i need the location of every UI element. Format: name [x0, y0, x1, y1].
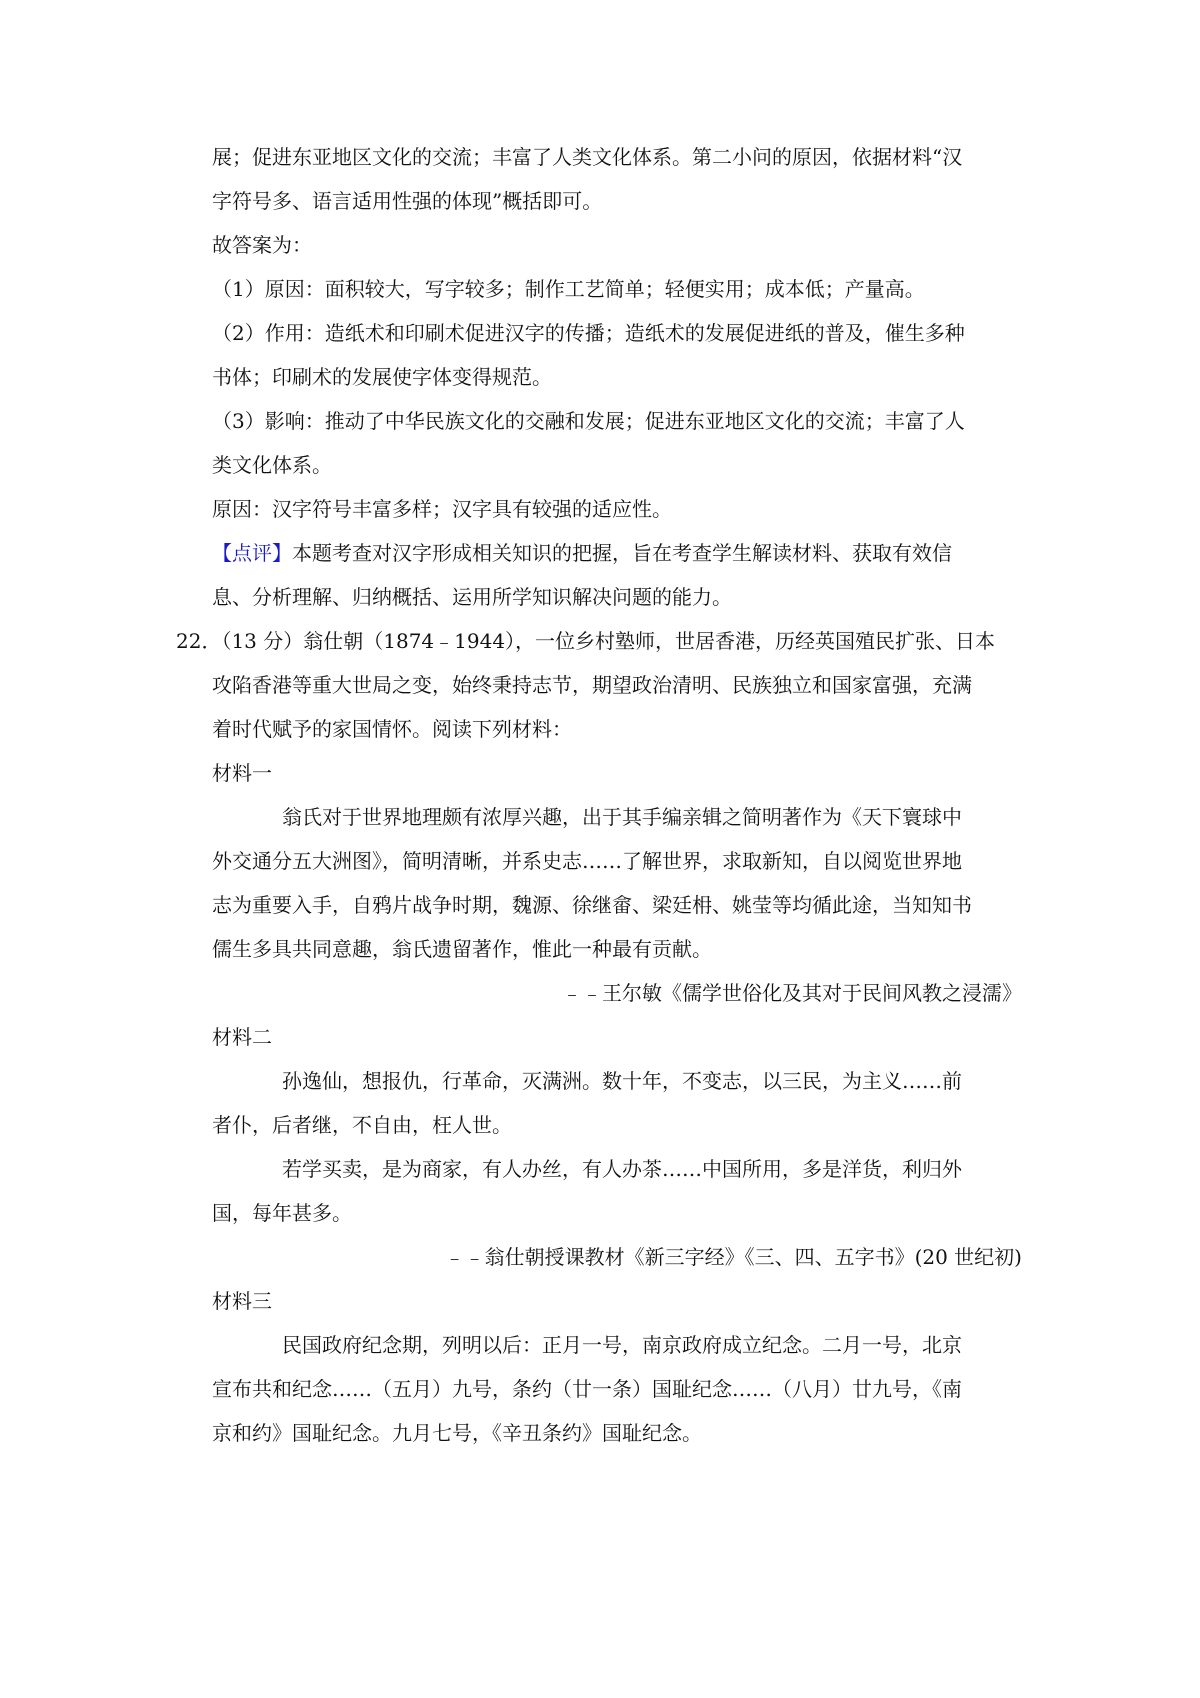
analysis-line-2: 字符号多、语言适用性强的体现”概括即可。	[212, 189, 603, 213]
material-2-p1-line-2: 者仆，后者继，不自由，枉人世。	[212, 1113, 512, 1137]
material-3-label: 材料三	[212, 1289, 272, 1313]
question-text: （13 分）翁仕朝（1874﹣1944），一位乡村塾师，世居香港，历经英国殖民扩张、日本	[221, 629, 996, 653]
comment-text: 本题考查对汉字形成相关知识的把握，旨在考查学生解读材料、获取有效信	[292, 541, 952, 565]
answer-2-line-2: 书体；印刷术的发展使字体变得规范。	[212, 365, 552, 389]
question-line-1	[176, 626, 995, 656]
material-1-line-1: 翁氏对于世界地理颇有浓厚兴趣，出于其手编亲辑之简明著作为《天下寰球中	[282, 805, 962, 829]
material-1-line-2: 外交通分五大洲图》，简明清晰，并系史志……了解世界，求取新知，自以阅览世界地	[212, 849, 962, 873]
material-1-source: ﹣﹣王尔敏《儒学世俗化及其对于民间风教之浸濡》	[562, 981, 1022, 1005]
analysis-line-1: 展；促进东亚地区文化的交流；丰富了人类文化体系。第二小问的原因，依据材料“汉	[212, 145, 963, 169]
material-2-label: 材料二	[212, 1025, 272, 1049]
answer-3-line-2: 类文化体系。	[212, 453, 332, 477]
material-3-line-3: 京和约》国耻纪念。九月七号，《辛丑条约》国耻纪念。	[212, 1421, 702, 1445]
answer-heading: 故答案为：	[212, 233, 312, 257]
material-2-source: ﹣﹣翁仕朝授课教材《新三字经》《三、四、五字书》(20 世纪初)	[444, 1245, 1022, 1269]
question-number: 22．	[176, 629, 222, 653]
material-1-line-4: 儒生多具共同意趣，翁氏遗留著作，惟此一种最有贡献。	[212, 937, 712, 961]
answer-3-line-1: （3）影响：推动了中华民族文化的交融和发展；促进东亚地区文化的交流；丰富了人	[212, 409, 965, 433]
comment-line-1	[212, 538, 952, 568]
material-2-p2-line-1: 若学买卖，是为商家，有人办丝，有人办茶……中国所用，多是洋货，利归外	[282, 1157, 962, 1181]
answer-1: （1）原因：面积较大，写字较多；制作工艺简单；轻便实用；成本低；产量高。	[212, 277, 925, 301]
material-2-p1-line-1: 孙逸仙，想报仇，行革命，灭满洲。数十年，不变志，以三民，为主义……前	[282, 1069, 962, 1093]
answer-2-line-1: （2）作用：造纸术和印刷术促进汉字的传播；造纸术的发展促进纸的普及，催生多种	[212, 321, 965, 345]
material-1-label: 材料一	[212, 761, 272, 785]
answer-3-reason: 原因：汉字符号丰富多样；汉字具有较强的适应性。	[212, 497, 672, 521]
material-3-line-1: 民国政府纪念期，列明以后：正月一号，南京政府成立纪念。二月一号，北京	[282, 1333, 962, 1357]
question-line-2: 攻陷香港等重大世局之变，始终秉持志节，期望政治清明、民族独立和国家富强，充满	[212, 673, 972, 697]
comment-line-2: 息、分析理解、归纳概括、运用所学知识解决问题的能力。	[212, 585, 732, 609]
material-1-line-3: 志为重要入手，自鸦片战争时期，魏源、徐继畲、梁廷枏、姚莹等均循此途，当知知书	[212, 893, 972, 917]
comment-tag: 【点评】	[212, 541, 292, 565]
material-3-line-2: 宣布共和纪念……（五月）九号，条约（廿一条）国耻纪念……（八月）廿九号，《南	[212, 1377, 962, 1401]
question-line-3: 着时代赋予的家国情怀。阅读下列材料：	[212, 717, 572, 741]
material-2-p2-line-2: 国，每年甚多。	[212, 1201, 352, 1225]
